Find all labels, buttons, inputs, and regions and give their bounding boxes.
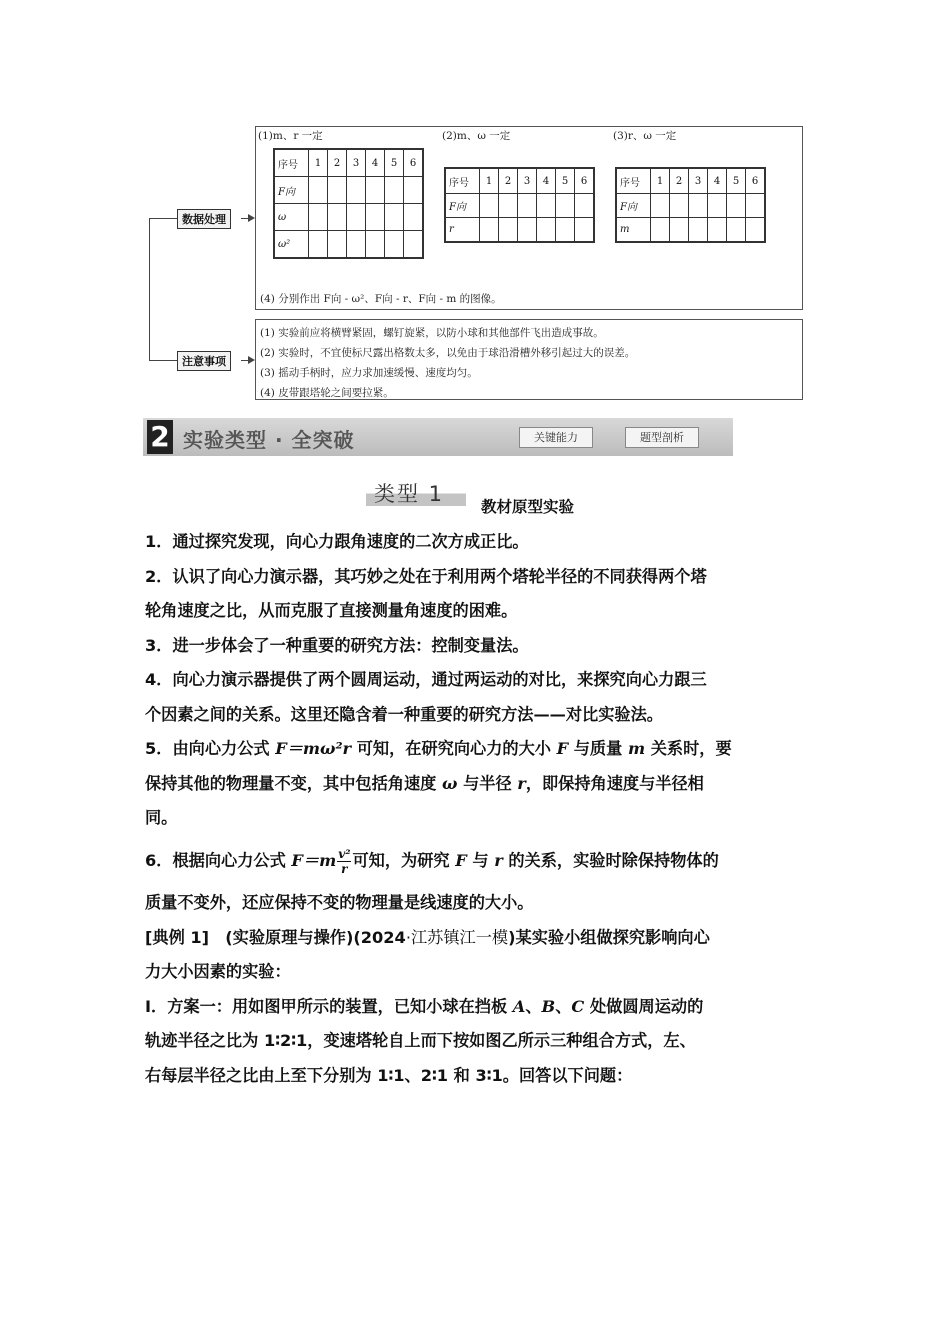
tag-key-ability: 关键能力: [519, 427, 593, 448]
paragraph-2a: 2．认识了向心力演示器，其巧妙之处在于利用两个塔轮半径的不同获得两个塔: [145, 566, 707, 586]
section-number: 2: [147, 420, 173, 454]
body-text: [145, 525, 825, 1093]
scheme-1c: 右每层半径之比由上至下分别为 1∶1、2∶1 和 3∶1。回答以下问题：: [145, 1065, 633, 1085]
arrow-note-icon: [248, 356, 255, 364]
connector-vertical: [149, 218, 150, 360]
paragraph-3: 3．进一步体会了一种重要的研究方法：控制变量法。: [145, 635, 529, 655]
table-m-r: 序号 1 2 3 4 5 6 F向 ω ω²: [273, 148, 424, 259]
table-header: 序号: [616, 168, 651, 194]
table-r-omega: 序号 1 2 3 4 5 6 F向 m: [615, 167, 766, 243]
section-title: 实验类型 · 全突破: [183, 428, 355, 452]
paragraph-4a: 4．向心力演示器提供了两个圆周运动，通过两运动的对比，来探究向心力跟三: [145, 670, 707, 689]
row-label: ω: [274, 204, 309, 231]
condition-3: (3)r、ω 一定: [613, 130, 677, 142]
notes-box: [255, 319, 803, 400]
row-label: F向: [445, 194, 480, 218]
row-label: F向: [274, 177, 309, 204]
connector-note: [241, 360, 248, 361]
condition-2: (2)m、ω 一定: [442, 130, 511, 142]
data-processing-box: [255, 126, 803, 310]
paragraph-5b: 保持其他的物理量不变，其中包括角速度 ω 与半径 r，即保持角速度与半径相: [145, 773, 704, 793]
row-label: F向: [616, 194, 651, 218]
formula: F＝mω²r: [275, 739, 352, 758]
table-m-omega: 序号 1 2 3 4 5 6 F向 r: [444, 167, 595, 243]
type-label: 类型 1: [374, 482, 445, 506]
note-item: (2) 实验时，不宜使标尺露出格数太多，以免由于球沿滑槽外移引起过大的误差。: [260, 347, 636, 359]
summary-figure: [143, 120, 808, 405]
example-heading-cont: 力大小因素的实验：: [145, 962, 291, 981]
paragraph-2b: 轮角速度之比，从而克服了直接测量角速度的困难。: [145, 601, 518, 620]
tag-question-analysis: 题型剖析: [625, 427, 699, 448]
note-item: (4) 皮带跟塔轮之间要拉紧。: [260, 387, 394, 399]
note-item: (1) 实验前应将横臂紧固，螺钉旋紧，以防小球和其他部件飞出造成事故。: [260, 327, 604, 339]
label-data-processing: 数据处理: [177, 209, 231, 229]
section-banner: [143, 418, 733, 456]
type-heading: [366, 478, 466, 506]
scheme-1a: Ⅰ．方案一：用如图甲所示的装置，已知小球在挡板 A、B、C 处做圆周运动的: [145, 996, 704, 1016]
paragraph-1: 1．通过探究发现，向心力跟角速度的二次方成正比。: [145, 532, 529, 551]
scheme-1b: 轨迹半径之比为 1∶2∶1，变速塔轮自上而下按如图乙所示三种组合方式，左、: [145, 1031, 696, 1050]
paragraph-7: 质量不变外，还应保持不变的物理量是线速度的大小。: [145, 893, 534, 912]
notes-list: [260, 323, 635, 403]
type-subtitle: 教材原型实验: [481, 498, 575, 516]
table-header: 序号: [274, 149, 309, 177]
fraction: $\frac{\text{v²}}{r}$: [338, 846, 351, 876]
paragraph-4b: 个因素之间的关系。这里还隐含着一种重要的研究方法——对比实验法。: [145, 704, 663, 724]
row-label: r: [445, 218, 480, 243]
arrow-data-icon: [248, 214, 255, 222]
note-item: (3) 摇动手柄时，应力求加速缓慢、速度均匀。: [260, 367, 478, 379]
plot-instruction: (4) 分别作出 F向 - ω²、F向 - r、F向 - m 的图像。: [260, 293, 502, 305]
connector-top: [149, 218, 177, 219]
example-heading: [典例 1] (实验原理与操作)(2024·江苏镇江一模)某实验小组做探究影响向心: [145, 927, 710, 947]
condition-1: (1)m、r 一定: [258, 130, 323, 142]
row-label: m: [616, 218, 651, 243]
row-label: ω²: [274, 231, 309, 259]
table-header: 序号: [445, 168, 480, 194]
paragraph-5a: 5．由向心力公式 F＝mω²r 可知，在研究向心力的大小 F 与质量 m 关系时，要: [145, 739, 732, 758]
paragraph-6: 6．根据向心力公式 F＝m $\frac{\text{v²}}{r}$ 可知，为研究 F 与 r 的关系，实验时除保持物体的: [145, 846, 719, 876]
connector-bottom: [149, 360, 177, 361]
label-notes: 注意事项: [177, 351, 231, 371]
paragraph-5c: 同。: [145, 808, 178, 827]
connector-data: [241, 218, 248, 219]
